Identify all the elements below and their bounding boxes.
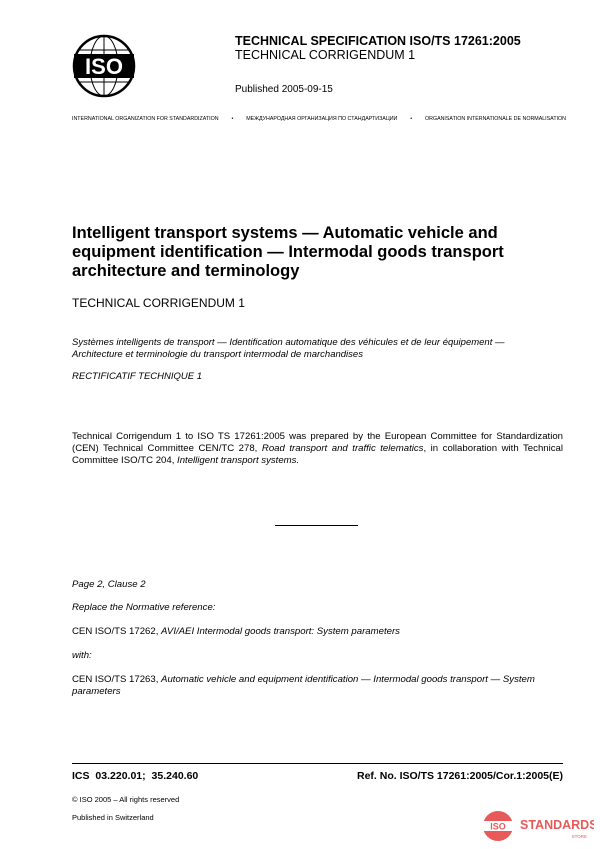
footer-rule: [72, 763, 563, 764]
new-reference-code: CEN ISO/TS 17263,: [72, 674, 162, 685]
old-reference: [72, 626, 400, 637]
old-reference-code: CEN ISO/TS 17262,: [72, 626, 162, 637]
org-separator: •: [231, 116, 234, 122]
spec-title: TECHNICAL SPECIFICATION ISO/TS 17261:2005: [235, 34, 521, 48]
intro-paragraph: [72, 431, 563, 468]
org-name-en: INTERNATIONAL ORGANIZATION FOR STANDARDIZATION: [72, 116, 219, 122]
org-separator: •: [410, 116, 413, 122]
reference-number: Ref. No. ISO/TS 17261:2005/Cor.1:2005(E): [356, 770, 563, 782]
section-divider: [275, 525, 358, 526]
french-title: Systèmes intelligents de transport — Identification automatique des véhicules et de leur équipement — Architecture et terminologie du transport intermodal de marchandises: [72, 337, 505, 360]
org-name-ru: МЕЖДУНАРОДНАЯ ОРГАНИЗАЦИЯ ПО СТАНДАРТИЗАЦИИ: [246, 116, 398, 122]
document-subtitle: TECHNICAL CORRIGENDUM 1: [72, 296, 245, 310]
french-corrigendum: RECTIFICATIF TECHNIQUE 1: [72, 371, 203, 382]
tc-name: Intelligent transport systems.: [177, 455, 300, 467]
store-badge-standards: STANDARDS: [520, 818, 594, 832]
copyright-notice: © ISO 2005 – All rights reserved: [72, 795, 180, 804]
committee-name: Road transport and traffic telematics: [261, 443, 424, 455]
intro-text-cont: , in collaboration with Technical Committee ISO/TC 204,: [72, 443, 564, 467]
with-instruction: with:: [72, 650, 92, 661]
organization-line: [72, 116, 566, 122]
document-title: Intelligent transport systems — Automatic vehicle and equipment identification — Intermodal goods transport architecture and terminology: [72, 224, 504, 280]
published-date: Published 2005-09-15: [235, 84, 333, 95]
clause-reference: Page 2, Clause 2: [72, 579, 146, 590]
published-in: Published in Switzerland: [72, 813, 154, 822]
replace-instruction: Replace the Normative reference:: [72, 602, 216, 613]
new-reference-title: Automatic vehicle and equipment identification — Intermodal goods transport — System parameters: [72, 674, 535, 698]
intro-text: Technical Corrigendum 1 to ISO TS 17261:2005 was prepared by the European Committee for Standardization (CEN) Technical Committee CEN/TC 278,: [72, 431, 563, 455]
iso-logo-text: ISO: [85, 54, 123, 79]
ics-codes: ICS 03.220.01; 35.240.60: [72, 770, 199, 782]
iso-standards-store-badge[interactable]: [482, 810, 594, 842]
iso-logo: [72, 34, 136, 98]
store-badge-iso: ISO: [490, 821, 506, 832]
new-reference: [72, 674, 563, 698]
store-badge-store: STORE: [571, 834, 587, 839]
old-reference-title: AVI/AEI Intermodal goods transport: System parameters: [161, 626, 400, 637]
corrigendum-title: TECHNICAL CORRIGENDUM 1: [235, 48, 416, 62]
org-name-fr: ORGANISATION INTERNATIONALE DE NORMALISATION: [425, 116, 566, 122]
